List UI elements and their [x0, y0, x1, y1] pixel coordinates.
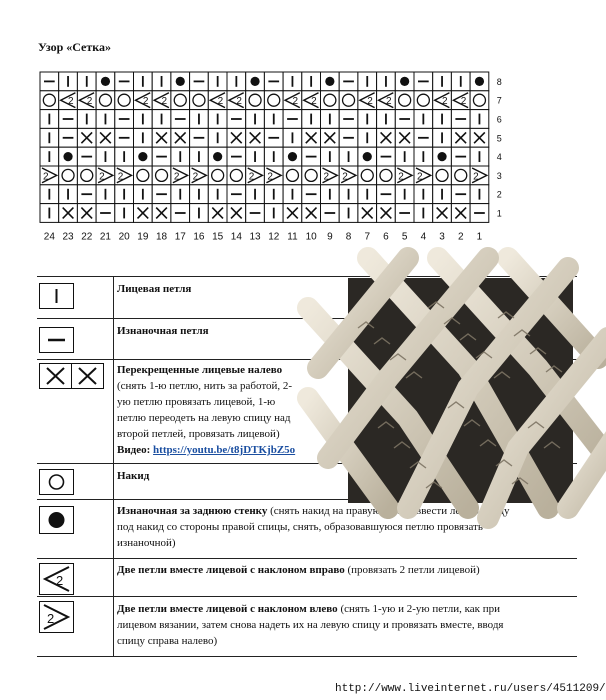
chart-cell — [40, 204, 59, 223]
svg-text:2: 2 — [142, 96, 149, 108]
column-number: 22 — [81, 231, 93, 243]
chart-cell — [171, 110, 190, 129]
chart-cell — [264, 166, 283, 185]
chart-cell — [395, 166, 414, 185]
legend-text-line: петлю переодеть на левую спицу над — [117, 412, 291, 424]
chart-cell — [152, 128, 171, 147]
chart-cell — [433, 128, 452, 147]
column-number: 4 — [420, 231, 427, 243]
legend-row-knit — [37, 276, 577, 295]
column-number: 6 — [383, 231, 389, 243]
column-number: 20 — [118, 231, 130, 243]
chart-cell — [59, 91, 78, 110]
chart-cell — [115, 204, 134, 223]
chart-cell — [134, 147, 153, 166]
chart-cell — [134, 204, 153, 223]
column-number: 15 — [212, 231, 224, 243]
legend-title: Изнаночная петля — [117, 325, 209, 337]
yarn-over-icon — [39, 469, 75, 495]
chart-cell — [190, 91, 209, 110]
column-number: 14 — [230, 231, 242, 243]
chart-cell — [40, 110, 59, 129]
chart-cell — [377, 110, 396, 129]
chart-cell — [96, 185, 115, 204]
svg-text:2: 2 — [161, 96, 168, 108]
legend-text-line: лицевом вязании, затем снова надеть их на левую спицу и провязать вместе, вводя — [117, 619, 504, 631]
svg-text:2: 2 — [68, 96, 74, 108]
svg-text:2: 2 — [398, 171, 404, 183]
column-number: 12 — [268, 231, 280, 243]
column-number: 2 — [457, 231, 464, 243]
chart-cell — [208, 204, 227, 223]
chart-cell — [395, 147, 414, 166]
chart-cell — [470, 110, 489, 129]
row-number: 7 — [496, 95, 502, 106]
chart-cell — [246, 72, 265, 91]
svg-text:2: 2 — [192, 171, 199, 183]
svg-text:2: 2 — [217, 96, 224, 108]
chart-cell — [414, 128, 433, 147]
column-number: 11 — [287, 231, 298, 243]
column-number: 21 — [99, 231, 112, 243]
chart-cell — [377, 204, 396, 223]
chart-cell — [171, 72, 190, 91]
chart-cell — [414, 91, 433, 110]
legend-row-k2tog-right — [37, 558, 577, 588]
legend-text-line: второй петлей, провязать лицевой) — [117, 428, 280, 440]
chart-cell — [134, 128, 153, 147]
chart-cell — [208, 185, 227, 204]
chart-cell — [433, 91, 452, 110]
svg-text:2: 2 — [442, 96, 448, 108]
legend-title: Перекрещенные лицевые налево — [117, 364, 283, 376]
chart-cell — [152, 185, 171, 204]
chart-cell — [414, 166, 433, 185]
chart-cell — [59, 110, 78, 129]
k2tog-right-icon — [39, 563, 75, 595]
chart-cell — [283, 204, 302, 223]
chart-cell — [171, 185, 190, 204]
chart-cell — [433, 185, 452, 204]
chart-cell — [152, 110, 171, 129]
chart-cell — [451, 72, 470, 91]
svg-text:2: 2 — [248, 171, 255, 183]
column-number: 16 — [193, 231, 205, 243]
chart-cell — [321, 91, 340, 110]
chart-cell — [470, 166, 489, 185]
chart-cell — [171, 166, 190, 185]
chart-cell — [59, 204, 78, 223]
chart-cell — [358, 166, 377, 185]
crossed-stitches-icon — [39, 363, 107, 389]
row-number: 3 — [496, 170, 502, 181]
svg-text:2: 2 — [99, 171, 105, 183]
chart-cell — [152, 91, 171, 110]
chart-cell — [171, 204, 190, 223]
column-number: 9 — [327, 231, 333, 243]
chart-cell — [134, 72, 153, 91]
chart-cell — [77, 166, 96, 185]
svg-text:2: 2 — [267, 171, 273, 183]
chart-cell — [395, 185, 414, 204]
row-number: 1 — [496, 208, 502, 219]
row-number: 5 — [496, 133, 502, 144]
chart-cell — [302, 204, 321, 223]
chart-cell — [134, 91, 153, 110]
svg-text:2: 2 — [43, 171, 49, 183]
chart-cell — [59, 128, 78, 147]
legend-title: Две петли вместе лицевой с наклоном вправо — [117, 564, 345, 576]
chart-cell — [246, 185, 265, 204]
video-label: Видео: — [117, 444, 151, 456]
chart-cell — [433, 204, 452, 223]
legend-text-line: ую петлю провязать лицевой, 1-ю — [117, 396, 276, 408]
video-link[interactable]: https://youtu.be/t8jDTKjbZ5o — [153, 444, 296, 456]
chart-cell — [433, 166, 452, 185]
column-number: 8 — [345, 231, 352, 243]
chart-cell — [302, 166, 321, 185]
chart-cell — [470, 204, 489, 223]
svg-text:2: 2 — [236, 96, 242, 108]
svg-text:2: 2 — [367, 96, 373, 108]
chart-cell — [451, 147, 470, 166]
chart-cell — [208, 166, 227, 185]
svg-text:2: 2 — [323, 171, 330, 183]
source-url: http://www.liveinternet.ru/users/4511209/ — [335, 683, 606, 695]
chart-cell — [433, 110, 452, 129]
chart-cell — [358, 204, 377, 223]
column-number: 23 — [62, 231, 74, 243]
column-number: 13 — [249, 231, 261, 243]
chart-cell — [395, 91, 414, 110]
row-number: 6 — [496, 114, 502, 125]
chart-cell — [358, 110, 377, 129]
chart-cell — [227, 166, 246, 185]
pattern-title: Узор «Сетка» — [38, 40, 112, 54]
chart-cell — [395, 110, 414, 129]
legend-row-k2tog-left — [37, 596, 577, 647]
chart-cell — [152, 147, 171, 166]
chart-cell — [264, 110, 283, 129]
svg-text:2: 2 — [173, 171, 180, 183]
row-number: 4 — [496, 152, 502, 163]
chart-cell — [302, 185, 321, 204]
chart-cell — [40, 72, 59, 91]
chart-cell — [377, 147, 396, 166]
chart-cell — [339, 166, 358, 185]
legend-divider — [113, 276, 114, 656]
column-number: 7 — [364, 231, 371, 243]
chart-cell — [40, 128, 59, 147]
chart-cell — [358, 91, 377, 110]
chart-cell — [227, 128, 246, 147]
knit-stitch-icon — [39, 283, 75, 309]
chart-cell — [246, 128, 265, 147]
chart-cell — [77, 204, 96, 223]
chart-cell — [283, 185, 302, 204]
chart-cell — [414, 185, 433, 204]
chart-cell — [171, 128, 190, 147]
column-number: 1 — [476, 231, 483, 243]
chart-cell — [414, 72, 433, 91]
chart-cell — [377, 166, 396, 185]
column-number: 19 — [137, 231, 149, 243]
chart-cell — [395, 72, 414, 91]
chart-cell — [77, 128, 96, 147]
svg-text:2: 2 — [385, 96, 392, 108]
chart-cell — [40, 91, 59, 110]
chart-cell — [171, 147, 190, 166]
legend-text-line: изнаночной) — [117, 537, 176, 549]
chart-cell — [77, 72, 96, 91]
chart-cell — [246, 91, 265, 110]
chart-cell — [283, 147, 302, 166]
chart-cell — [358, 128, 377, 147]
chart-cell — [302, 147, 321, 166]
chart-cell — [134, 166, 153, 185]
chart-cell — [190, 72, 209, 91]
legend-title: Две петли вместе лицевой с наклоном влево — [117, 603, 338, 615]
k2tog-left-icon — [39, 601, 75, 633]
chart-cell — [264, 204, 283, 223]
column-number: 17 — [174, 231, 186, 243]
chart-cell — [283, 91, 302, 110]
chart-cell — [321, 72, 340, 91]
svg-text:2: 2 — [56, 573, 64, 588]
chart-cell — [321, 204, 340, 223]
legend-title: Накид — [117, 470, 150, 482]
chart-cell — [377, 91, 396, 110]
chart-cell — [470, 185, 489, 204]
legend-text-line: под накид со стороны правой спицы, снять, образовавшуюся петлю провязать — [117, 521, 483, 533]
chart-cell — [395, 204, 414, 223]
chart-cell — [77, 91, 96, 110]
chart-cell — [302, 72, 321, 91]
chart-cell — [115, 185, 134, 204]
column-number: 24 — [43, 231, 55, 243]
chart-cell — [339, 110, 358, 129]
svg-text:2: 2 — [473, 171, 479, 183]
legend-text-line: (провязать 2 петли лицевой) — [347, 564, 480, 576]
legend-text-line: (снять накид на правую спицу, ввести левую спицу — [270, 505, 510, 517]
chart-cell — [115, 128, 134, 147]
chart-cell — [358, 147, 377, 166]
chart-cell — [264, 128, 283, 147]
chart-cell — [115, 110, 134, 129]
chart-cell — [283, 166, 302, 185]
chart-cell — [190, 204, 209, 223]
chart-cell — [264, 72, 283, 91]
chart-cell — [339, 147, 358, 166]
chart-cell — [321, 128, 340, 147]
legend-title: Лицевая петля — [117, 283, 192, 295]
chart-cell — [115, 166, 134, 185]
chart-cell — [59, 72, 78, 91]
chart-cell — [77, 110, 96, 129]
chart-cell — [40, 185, 59, 204]
chart-cell — [470, 91, 489, 110]
column-number: 3 — [439, 231, 445, 243]
legend-text-line: спицу справа налево) — [117, 635, 218, 647]
chart-cell — [96, 72, 115, 91]
chart-cell — [451, 128, 470, 147]
chart-cell — [414, 110, 433, 129]
chart-cell — [470, 147, 489, 166]
chart-cell — [96, 204, 115, 223]
chart-cell — [377, 128, 396, 147]
chart-cell — [115, 147, 134, 166]
chart-cell — [377, 185, 396, 204]
chart-cell — [152, 204, 171, 223]
chart-cell — [377, 72, 396, 91]
row-number: 8 — [496, 76, 502, 87]
legend-text-line: (снять 1-ю петлю, нить за работой, 2- — [117, 380, 293, 392]
chart-cell — [59, 147, 78, 166]
chart-cell — [190, 110, 209, 129]
chart-cell — [40, 166, 59, 185]
chart-cell — [96, 110, 115, 129]
chart-cell — [302, 110, 321, 129]
purl-through-back-loop-icon — [39, 506, 75, 534]
chart-cell — [339, 72, 358, 91]
chart-cell — [395, 128, 414, 147]
chart-cell — [77, 147, 96, 166]
chart-cell — [414, 147, 433, 166]
knitted-sample-photo — [348, 278, 573, 503]
chart-cell — [433, 147, 452, 166]
chart-cell — [302, 128, 321, 147]
chart-cell — [321, 110, 340, 129]
chart-cell — [246, 166, 265, 185]
chart-cell — [77, 185, 96, 204]
legend-bottom-border — [37, 656, 577, 657]
legend-title: Изнаночная за заднюю стенку — [117, 505, 268, 517]
chart-cell — [283, 72, 302, 91]
chart-cell — [321, 147, 340, 166]
chart-cell — [470, 128, 489, 147]
column-number: 10 — [305, 231, 317, 243]
chart-cell — [59, 185, 78, 204]
chart-cell — [208, 110, 227, 129]
row-number: 2 — [496, 189, 502, 200]
chart-cell — [470, 72, 489, 91]
chart-cell — [227, 72, 246, 91]
chart-grid — [38, 70, 508, 243]
chart-cell — [339, 204, 358, 223]
svg-text:2: 2 — [117, 171, 124, 183]
svg-text:2: 2 — [311, 96, 317, 108]
chart-cell — [96, 166, 115, 185]
chart-cell — [264, 185, 283, 204]
svg-text:2: 2 — [460, 96, 467, 108]
chart-cell — [227, 204, 246, 223]
chart-cell — [190, 185, 209, 204]
chart-cell — [451, 110, 470, 129]
chart-cell — [283, 110, 302, 129]
chart-cell — [414, 204, 433, 223]
svg-text:2: 2 — [86, 96, 93, 108]
chart-cell — [152, 166, 171, 185]
chart-cell — [208, 91, 227, 110]
chart-cell — [339, 185, 358, 204]
svg-text:2: 2 — [292, 96, 299, 108]
chart-cell — [246, 147, 265, 166]
chart-cell — [96, 147, 115, 166]
chart-cell — [451, 91, 470, 110]
chart-cell — [96, 128, 115, 147]
chart-cell — [208, 147, 227, 166]
chart-cell — [264, 147, 283, 166]
chart-cell — [59, 166, 78, 185]
chart-cell — [246, 204, 265, 223]
chart-cell — [190, 166, 209, 185]
chart-cell — [451, 204, 470, 223]
chart-cell — [339, 91, 358, 110]
purl-stitch-icon — [39, 327, 75, 353]
chart-cell — [358, 185, 377, 204]
chart-cell — [283, 128, 302, 147]
chart-cell — [227, 91, 246, 110]
chart-cell — [321, 185, 340, 204]
chart-cell — [246, 110, 265, 129]
chart-cell — [358, 72, 377, 91]
chart-cell — [302, 91, 321, 110]
chart-cell — [339, 128, 358, 147]
chart-cell — [171, 91, 190, 110]
chart-cell — [451, 185, 470, 204]
chart-cell — [264, 91, 283, 110]
chart-cell — [152, 72, 171, 91]
chart-cell — [321, 166, 340, 185]
svg-text:2: 2 — [417, 171, 423, 183]
chart-cell — [190, 128, 209, 147]
svg-text:2: 2 — [342, 171, 348, 183]
chart-cell — [433, 72, 452, 91]
chart-cell — [208, 72, 227, 91]
column-number: 18 — [155, 231, 168, 243]
knitting-chart — [38, 70, 508, 241]
chart-cell — [115, 72, 134, 91]
column-number: 5 — [401, 231, 408, 243]
chart-cell — [208, 128, 227, 147]
chart-cell — [40, 147, 59, 166]
chart-cell — [96, 91, 115, 110]
svg-text:2: 2 — [47, 611, 55, 626]
chart-cell — [451, 166, 470, 185]
chart-cell — [227, 185, 246, 204]
chart-cell — [134, 110, 153, 129]
chart-cell — [227, 147, 246, 166]
legend-text-line: (снять 1-ую и 2-ую петли, как при — [340, 603, 501, 615]
chart-cell — [134, 185, 153, 204]
chart-cell — [115, 91, 134, 110]
chart-cell — [227, 110, 246, 129]
chart-cell — [190, 147, 209, 166]
